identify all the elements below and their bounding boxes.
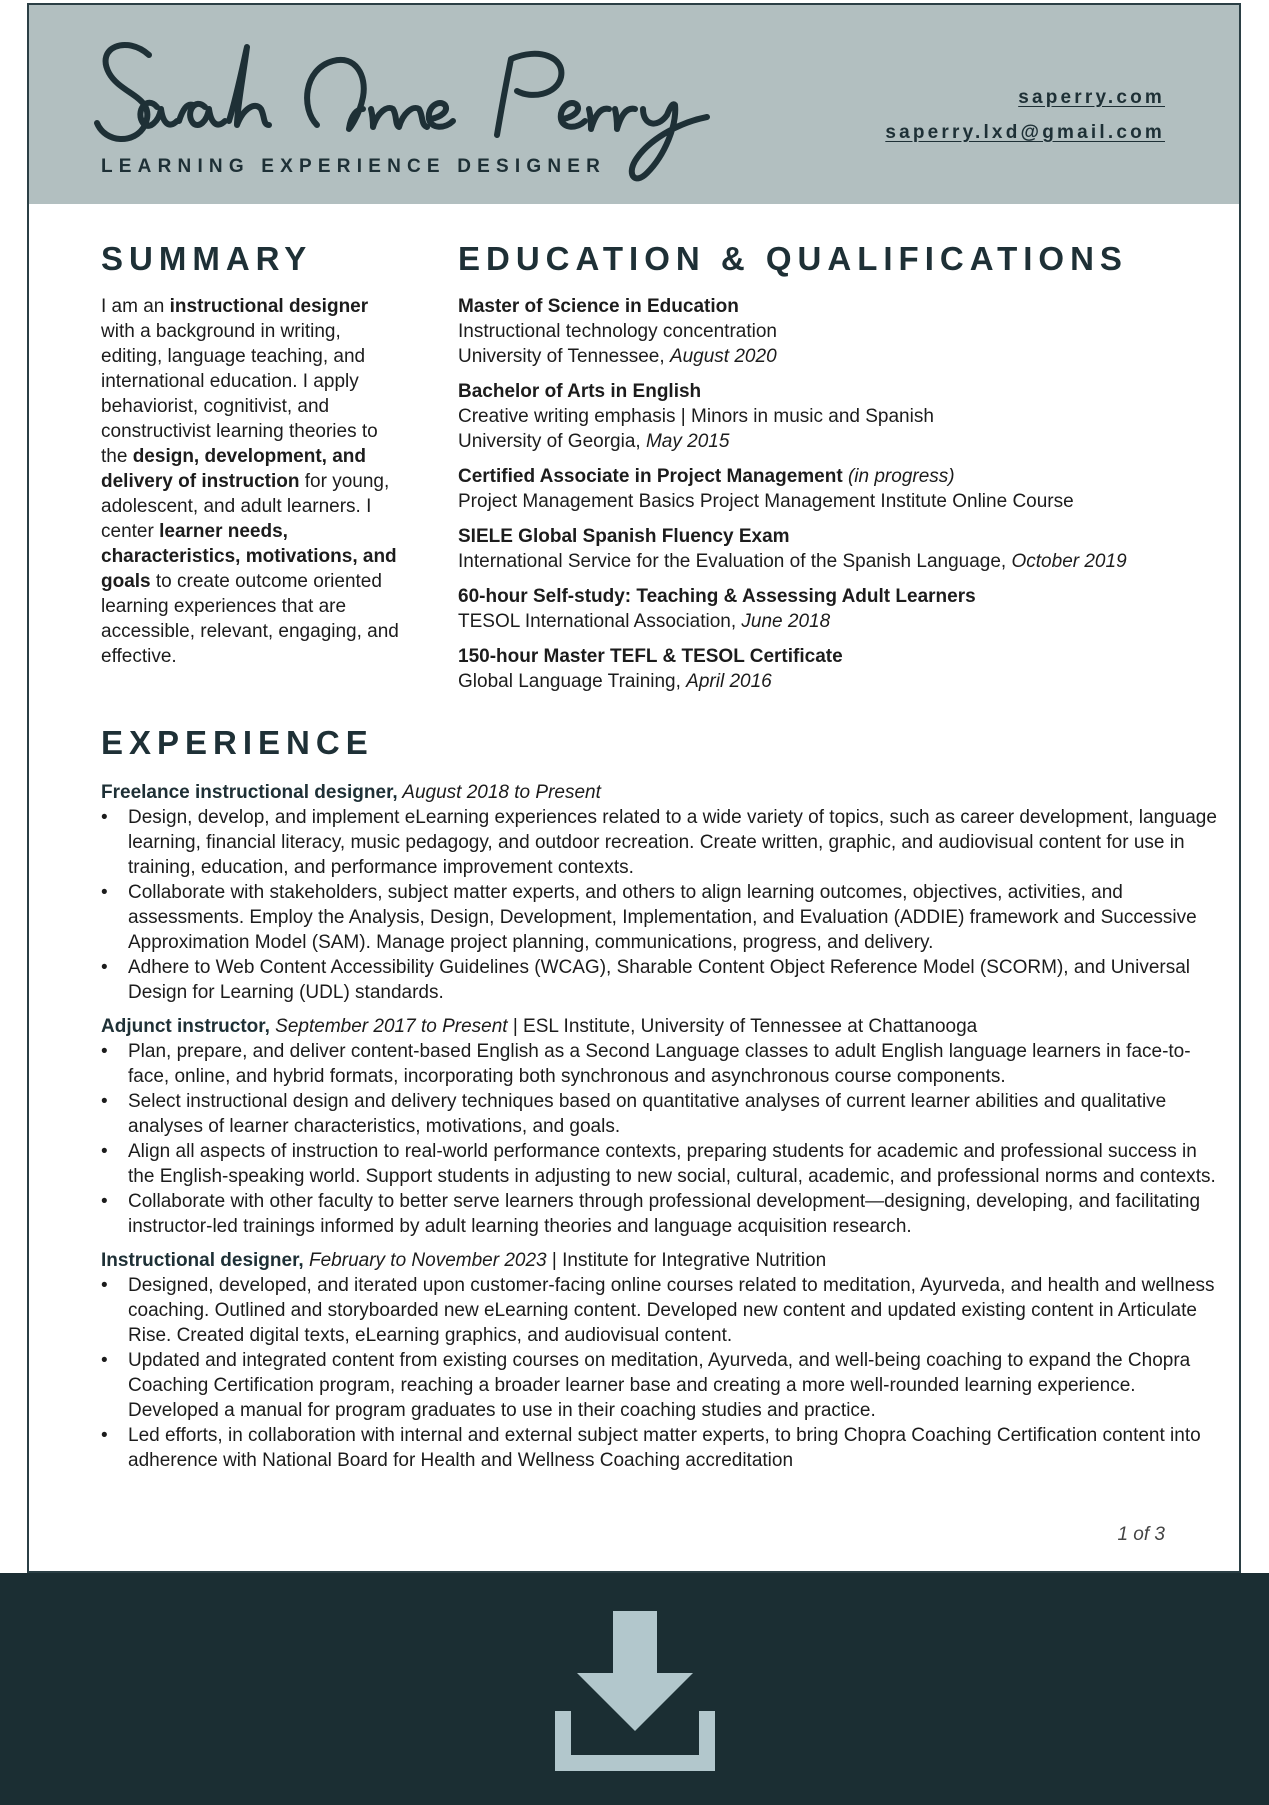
education-item xyxy=(458,464,1218,514)
summary-run: for young, adolescent, and adult learners. I center xyxy=(101,471,390,542)
job-bullet: • Design, develop, and implement eLearning experiences related to a wide variety of topics, such as career development, language learning, financial literacy, music pedagogy, and outdoor recreation. Create written, graphic, and audiovisual content for use in training, education, and performance improvement contexts. xyxy=(128,805,1221,880)
website-link[interactable]: saperry.com xyxy=(1018,87,1165,108)
education-title: Bachelor of Arts in English xyxy=(458,381,702,402)
page-number: 1 of 3 xyxy=(1117,1524,1165,1545)
education-detail: Instructional technology concentration xyxy=(458,321,777,342)
job-role: Adjunct instructor, xyxy=(101,1016,270,1037)
education-date: August 2020 xyxy=(669,346,777,367)
summary-run: to create outcome oriented learning experiences that are accessible, relevant, engaging, and effective. xyxy=(101,571,399,667)
job-organization: | ESL Institute, University of Tennessee at Chattanooga xyxy=(507,1016,978,1037)
education-title: SIELE Global Spanish Fluency Exam xyxy=(458,526,790,547)
job-dates: February to November 2023 xyxy=(303,1250,547,1271)
job-role: Instructional designer, xyxy=(101,1250,304,1271)
education-item xyxy=(458,644,1218,694)
education-title: 60-hour Self-study: Teaching & Assessing Adult Learners xyxy=(458,586,976,607)
experience-list xyxy=(101,780,1221,1482)
education-detail: TESOL International Association, xyxy=(458,611,742,632)
education-item xyxy=(458,379,1218,454)
education-detail: Global Language Training, xyxy=(458,671,687,692)
experience-heading: EXPERIENCE xyxy=(101,724,374,761)
education-list xyxy=(458,294,1218,704)
job-bullet: • Led efforts, in collaboration with internal and external subject matter experts, to bring Chopra Coaching Certification content into adherence with National Board for Health and Wellness Coaching accreditation xyxy=(128,1423,1221,1473)
summary-run: learner needs, characteristics, motivations, and goals xyxy=(101,521,397,592)
summary-run: instructional designer xyxy=(169,296,369,317)
job-dates: August 2018 to Present xyxy=(397,782,601,803)
resume-header xyxy=(29,5,1239,204)
download-icon[interactable] xyxy=(555,1611,715,1771)
education-item xyxy=(458,294,1218,369)
job-organization: | Institute for Integrative Nutrition xyxy=(546,1250,827,1271)
education-date: May 2015 xyxy=(645,431,730,452)
summary-run: with a background in writing, editing, language teaching, and international education. I apply behaviorist, cognitivist, and constructivist learning theories to the xyxy=(101,321,378,467)
job-bullet: • Align all aspects of instruction to real-world performance contexts, preparing students for academic and professional success in the English-speaking world. Support students in adjusting to new social, cultural, academic, and professional norms and contexts. xyxy=(128,1139,1221,1189)
resume-page xyxy=(27,3,1241,1573)
experience-item xyxy=(101,1248,1221,1473)
summary-run: I am an xyxy=(101,296,170,317)
job-dates: September 2017 to Present xyxy=(269,1016,508,1037)
job-bullet: • Collaborate with other faculty to better serve learners through professional development—designing, developing, and facilitating instructor-led trainings informed by adult learning theories and language acquisition research. xyxy=(128,1189,1221,1239)
job-bullet: • Collaborate with stakeholders, subject matter experts, and others to align learning outcomes, objectives, activities, and assessments. Employ the Analysis, Design, Development, Implementation, and Evaluation (ADDIE) framework and Successive Approximation Model (SAM). Manage project planning, communications, progress, and delivery. xyxy=(128,880,1221,955)
education-item xyxy=(458,584,1218,634)
job-bullet: • Plan, prepare, and deliver content-based English as a Second Language classes to adult English language learners in face-to-face, online, and hybrid formats, incorporating both synchronous and asynchronous course components. xyxy=(128,1039,1221,1089)
job-title: LEARNING EXPERIENCE DESIGNER xyxy=(101,156,607,177)
job-bullet: • Select instructional design and delivery techniques based on quantitative analyses of current learner abilities and qualitative analyses of learner characteristics, motivations, and goals. xyxy=(128,1089,1221,1139)
education-heading: EDUCATION & QUALIFICATIONS xyxy=(458,240,1128,277)
education-title: 150-hour Master TEFL & TESOL Certificate xyxy=(458,646,843,667)
experience-item xyxy=(101,780,1221,1005)
summary-heading: SUMMARY xyxy=(101,240,313,277)
job-role: Freelance instructional designer, xyxy=(101,782,398,803)
education-title: Certified Associate in Project Management xyxy=(458,466,843,487)
job-bullet: • Adhere to Web Content Accessibility Guidelines (WCAG), Sharable Content Object Reference Model (SCORM), and Universal Design for Learning (UDL) standards. xyxy=(128,955,1221,1005)
education-detail: University of Tennessee, xyxy=(458,346,670,367)
job-bullet: • Updated and integrated content from existing courses on meditation, Ayurveda, and well-being coaching to expand the Chopra Coaching Certification program, reaching a broader learner base and creating a more well-rounded learning experience. Developed a manual for program graduates to use in their coaching studies and practice. xyxy=(128,1348,1221,1423)
summary-run: design, development, and delivery of instruction xyxy=(101,446,367,492)
education-title: Master of Science in Education xyxy=(458,296,739,317)
email-link[interactable]: saperry.lxd@gmail.com xyxy=(885,122,1165,143)
education-detail: Creative writing emphasis | Minors in music and Spanish xyxy=(458,406,934,427)
download-bar[interactable] xyxy=(0,1573,1269,1805)
education-detail: University of Georgia, xyxy=(458,431,646,452)
job-bullet: • Designed, developed, and iterated upon customer-facing online courses related to meditation, Ayurveda, and health and wellness coaching. Outlined and storyboarded new eLearning content. Developed new content and updated existing content in Articulate Rise. Created digital texts, eLearning graphics, and audiovisual content. xyxy=(128,1273,1221,1348)
education-detail: International Service for the Evaluation of the Spanish Language, xyxy=(458,551,1012,572)
education-date: June 2018 xyxy=(741,611,831,632)
education-detail: Project Management Basics Project Management Institute Online Course xyxy=(458,491,1074,512)
experience-item xyxy=(101,1014,1221,1239)
education-date: April 2016 xyxy=(686,671,772,692)
summary-text xyxy=(101,294,401,669)
education-date: October 2019 xyxy=(1011,551,1127,572)
education-item xyxy=(458,524,1218,574)
education-note: (in progress) xyxy=(842,466,955,487)
